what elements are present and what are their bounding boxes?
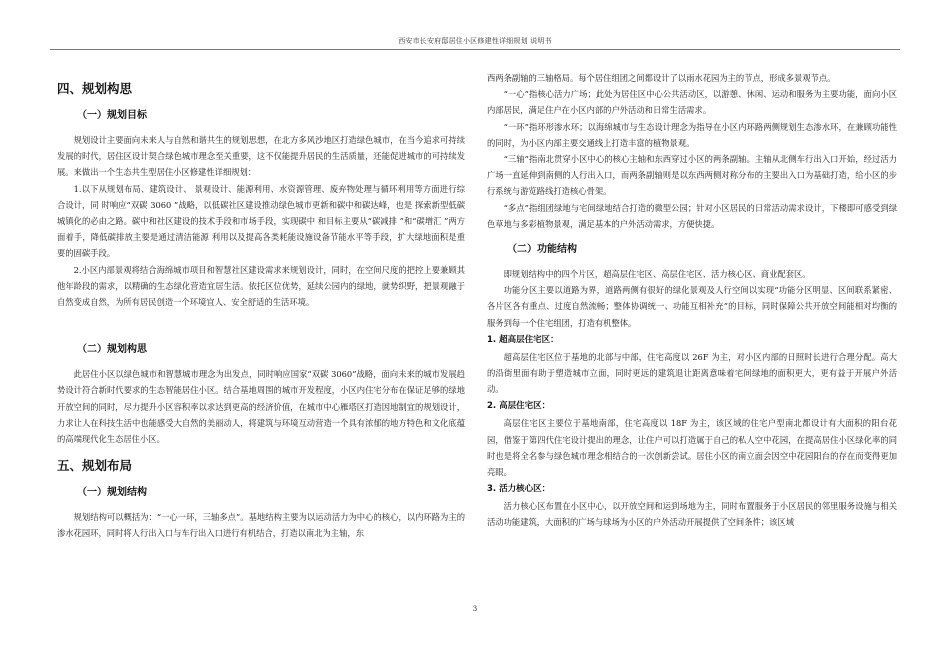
- page-number: 3: [472, 605, 478, 613]
- subsection-planning-structure-heading: （一）规划结构: [77, 487, 147, 499]
- vitality-core-heading: 3. 活力核心区：: [487, 484, 551, 495]
- super-high-rise-heading: 1. 超高层住宅区：: [487, 334, 559, 345]
- section-4-heading: 四、规划构思: [57, 81, 133, 96]
- one-ring-paragraph: “一环”指环形渗水环；以海绵城市与生态设计理念为指导在小区内环路两侧规划生态渗水环，在兼顾功能性的同时，为小区内部主要交通线上打造丰富的植物景观。: [487, 121, 897, 148]
- subsection-functional-structure-heading: （二）功能结构: [507, 244, 577, 256]
- structure-continued-paragraph: 西两条副轴的三轴格局。每个居住组团之间都设计了以雨水花园为主的节点，形成多景观节点。: [487, 73, 836, 83]
- left-column: [57, 70, 465, 542]
- planning-goals-item-2: 2.小区内部景观将结合海绵城市项目和智慧社区建设需求来规划设计，同时，在空间尺度的把控上要兼顾其他年龄段的需求，以精确的生态绿化营造宜居生活。依托区位优势，延续公园内的绿地，就势织野，把景观融于自然变成自然，为所有居民创造一个环境宜人、安全舒适的生活环境。: [57, 264, 465, 308]
- super-high-rise-paragraph: 超高层住宅区位于基地的北部与中部，住宅高度以 26F 为主，对小区内部的日照时长进行合理分配。高大的沿街里面有助于塑造城市立面，同时更远的建筑退让距离意味着宅间绿地的面积更大，更有益于开展户外活动。: [487, 351, 897, 395]
- subsection-planning-concept-heading: （二）规划构思: [77, 344, 147, 356]
- functional-structure-paragraph-2: 功能分区主要以道路为界，道路两侧有很好的绿化景观及人行空间以实现“功能分区明显、区间联系紧密、 各片区各有重点、过度自然流畅；整体协调统一、功能互相补充”的目标，同时保障公共开放空间能相对均衡的服务到每一个住宅组团，打造有机整体。: [487, 285, 897, 328]
- multi-points-paragraph: “多点”指组团绿地与宅间绿地结合打造的微型公园；针对小区居民的日常活动需求设计，下楼即可感受到绿色草地与多彩植物景观，满足基本的户外活动需求，方便快捷。: [487, 202, 897, 229]
- planning-concept-paragraph: 此居住小区以绿色城市和智慧城市理念为出发点，同时响应国家“双碳 3060”战略，面向未来的城市发展趋势设计符合新时代要求的生态智能居住小区。结合基地周围的城市开发程度，小区内住宅分布在保证足够的绿地开放空间的同时，尽力提升小区容积率以求达到更高的经济价值，在城市中心雁塔区打造因地制宜的规划设计，力求让人在科技生活中也能感受大自然的美丽动人，将建筑与环境互动营造一个具有浓郁的地方特色和文化底蕴的高端现代化生态居住小区。: [57, 369, 465, 445]
- planning-goals-item-1: 1.以下从规划布局、建筑设计、 景观设计、能源利用、水资源管理、废弃物处理与循环利用等方面进行综合设计，同 时响应“双碳 3060 ”战略，以低碳社区建设推动绿色城市更新和碳中和碳达峰，也是 探索新型低碳城镇化的必由之路。碳中和社区建设的技术手段和市场手段，实现碳中 和目标主要从“碳减排 ”和“碳增汇 ”两方面着手，降低碳排放主要是通过清洁能源 利用以及提高各类耗能设施设备节能水平等手段，扩大绿地面积是重要的固碳手段。: [57, 183, 465, 259]
- functional-structure-paragraph-1: 即规划结构中的四个片区，超高层住宅区、高层住宅区、活力核心区、商业配套区。: [503, 269, 811, 280]
- planning-goals-paragraph: 规划设计主要面向未来人与自然和谐共生的规划思想，在北方多风沙地区打造绿色城市，在当今追求可持续发展的时代，居住区设计契合绿色城市理念至关重要，这不仅能提升居民的生活质量，还能促进城市的可持续发展。来做出一个生态共生型居住小区修建性详细规划：: [57, 135, 465, 178]
- page-header: 西安市长安府邸居住小区修建性详细规划 说明书: [398, 37, 552, 45]
- one-core-paragraph: “一心”指核心活力广场；此处为居住区中心公共活动区，以游憩、休闲、运动和服务为主要功能，面向小区内部居民，满足住户在小区内部的户外活动和日常生活需求。: [487, 89, 897, 116]
- high-rise-heading: 2. 高层住宅区：: [487, 401, 551, 412]
- planning-structure-paragraph: 规划结构可以概括为：“一心一环，三轴多点”。基地结构主要为以运动活力为中心的核心，以内环路为主的渗水花园环，同时将人行出入口与车行出入口进行有机结合，打造以南北为主轴，东: [57, 512, 465, 539]
- three-axes-paragraph: “三轴”指南北贯穿小区中心的核心主轴和东西穿过小区的两条副轴。主轴从北侧车行出入口开始，经过活力广场一直延伸到南侧的人行出入口，而两条副轴则是以东西两侧对称分布的主要出入口为基础打造，给小区的步行系统与游览路线打造核心骨架。: [487, 154, 897, 197]
- high-rise-paragraph: 高层住宅区主要位于基地南部，住宅高度以 18F 为主，该区域的住宅户型南北都设计有大面积的阳台花园，借鉴于第四代住宅设计提出的理念，让住户可以打造属于自己的私人空中花园，在提高居住小区绿化率的同时也是将全名参与绿色城市理念相结合的一次创新尝试。居住小区的南立面会因空中花园阳台的存在而变得更加亮眼。: [487, 418, 897, 478]
- vitality-core-paragraph: 活力核心区布置在小区中心，以开放空间和运到场地为主，同时布置服务于小区居民的邻里服务设施与相关活动功能建筑，大面积的广场与球场为小区的户外活动开展提供了空间条件；该区域: [487, 501, 897, 528]
- header-divider: [50, 49, 900, 50]
- subsection-planning-goals-heading: （一）规划目标: [77, 110, 147, 121]
- right-column: [487, 70, 897, 531]
- section-5-heading: 五、规划布局: [57, 458, 133, 474]
